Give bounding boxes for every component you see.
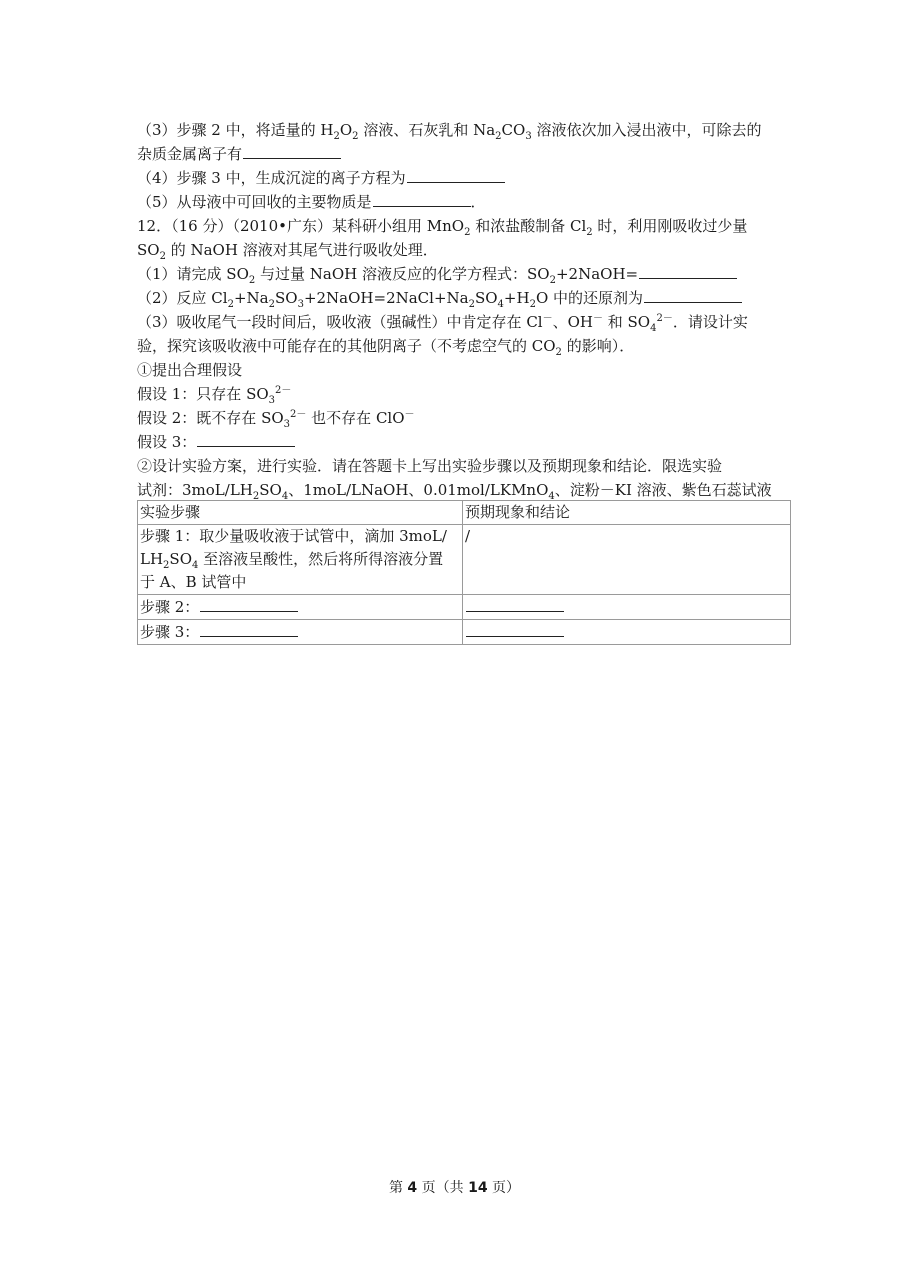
sup-script: 2－: [275, 385, 292, 396]
table-row: [138, 620, 791, 645]
line-design-b: [137, 478, 792, 502]
sub-script: 4: [192, 560, 199, 571]
experiment-table: [137, 500, 791, 645]
text-segment: 、OH: [552, 313, 593, 331]
sub-script: 2: [159, 251, 166, 262]
step-cell: [138, 620, 463, 645]
text-segment: SO: [259, 481, 282, 499]
footer-middle: 页（共: [417, 1180, 469, 1196]
result-cell-line: [465, 525, 788, 548]
result-cell-line: [465, 595, 788, 619]
step-cell-line: [140, 548, 460, 571]
text-segment: 与过量 NaOH 溶液反应的化学方程式：SO: [255, 265, 550, 283]
line-hyp2: [137, 406, 792, 430]
sup-script: 2－: [290, 409, 307, 420]
text-segment: 步骤 3：: [140, 623, 200, 641]
text-segment: 试剂：3moL/LH: [137, 481, 253, 499]
line-q12-b: [137, 238, 792, 262]
sub-script: 2: [529, 299, 536, 310]
step-cell-line: [140, 595, 460, 619]
sup-script: －: [542, 313, 553, 324]
text-segment: （1）请完成 SO: [137, 265, 249, 283]
line-q3-step2-a: [137, 118, 792, 142]
text-segment: O: [339, 121, 353, 139]
step-cell: [138, 525, 463, 595]
line-q4: [137, 166, 792, 190]
text-segment: （2）反应 Cl: [137, 289, 228, 307]
text-segment: +2NaOH=: [555, 265, 639, 283]
answer-blank[interactable]: [639, 262, 737, 279]
sub-script: 3: [283, 419, 291, 430]
text-segment: SO: [474, 289, 498, 307]
text-segment: ①提出合理假设: [137, 361, 243, 379]
line-q3-step2-b: [137, 142, 792, 166]
line-hyp-title: [137, 358, 792, 382]
footer-page-number: 4: [407, 1180, 418, 1196]
text-segment: ．: [470, 193, 486, 211]
text-segment: CO: [501, 121, 526, 139]
sub-script: 2: [555, 347, 562, 358]
table-header-steps: 实验步骤: [138, 501, 463, 525]
text-segment: 溶液依次加入浸出液中，可除去的: [531, 121, 762, 139]
result-cell: [463, 620, 791, 645]
answer-blank[interactable]: [407, 166, 505, 183]
step-cell-line: [140, 571, 460, 594]
answer-blank[interactable]: [243, 142, 341, 159]
text-segment: 的 NaOH 溶液对其尾气进行吸收处理．: [165, 241, 438, 259]
sub-script: 2: [495, 131, 502, 142]
answer-blank[interactable]: [200, 620, 298, 637]
footer-prefix: 第: [388, 1180, 408, 1196]
text-segment: 溶液、石灰乳和 Na: [358, 121, 496, 139]
text-segment: 的影响）．: [561, 337, 635, 355]
line-hyp1: [137, 382, 792, 406]
line-q12-3b: [137, 334, 792, 358]
sub-script: 2: [468, 299, 475, 310]
sub-script: 3: [525, 131, 532, 142]
answer-blank[interactable]: [200, 595, 298, 612]
text-segment: +2NaOH=2NaCl+Na: [303, 289, 469, 307]
sup-script: 2－: [656, 313, 673, 324]
text-segment: +H: [503, 289, 530, 307]
answer-blank[interactable]: [466, 620, 564, 637]
text-segment: （3）吸收尾气一段时间后，吸收液（强碱性）中肯定存在 Cl: [137, 313, 543, 331]
text-segment: O 中的还原剂为: [535, 289, 644, 307]
sub-script: 2: [163, 560, 170, 571]
page-footer: [0, 1177, 909, 1197]
text-segment: 假设 2：既不存在 SO: [137, 409, 284, 427]
step-cell: [138, 595, 463, 620]
footer-suffix: 页）: [487, 1180, 521, 1196]
table-header-row: [138, 501, 791, 525]
answer-blank[interactable]: [644, 286, 742, 303]
line-design-a: [137, 454, 792, 478]
sub-script: 2: [464, 227, 471, 238]
footer-total-pages: 14: [468, 1180, 488, 1196]
text-segment: （4）步骤 3 中，生成沉淀的离子方程为: [137, 169, 406, 187]
sub-script: 2: [268, 299, 275, 310]
text-segment: 、淀粉－KI 溶液、紫色石蕊试液: [554, 481, 772, 499]
table-row: [138, 525, 791, 595]
text-segment: +Na: [233, 289, 269, 307]
sub-script: 4: [497, 299, 504, 310]
text-segment: LH: [140, 550, 164, 568]
sup-script: －: [404, 409, 415, 420]
sub-script: 2: [549, 275, 556, 286]
text-segment: 步骤 1：取少量吸收液于试管中，滴加 3moL/: [140, 527, 447, 545]
document-body: [137, 118, 792, 502]
line-q12-2: [137, 286, 792, 310]
table-header-results: 预期现象和结论: [463, 501, 791, 525]
text-segment: 验，探究该吸收液中可能存在的其他阴离子（不考虑空气的 CO: [137, 337, 556, 355]
answer-blank[interactable]: [466, 595, 564, 612]
sub-script: 4: [281, 491, 289, 502]
sub-script: 4: [650, 323, 657, 334]
result-cell: [463, 595, 791, 620]
text-segment: 杂质金属离子有: [137, 145, 243, 163]
text-segment: /: [465, 527, 471, 545]
sub-script: 4: [548, 491, 555, 502]
line-hyp3: [137, 430, 792, 454]
sub-script: 2: [333, 131, 340, 142]
text-segment: （3）步骤 2 中，将适量的 H: [137, 121, 334, 139]
text-segment: 和 SO: [602, 313, 651, 331]
sub-script: 2: [352, 131, 359, 142]
line-q12-3a: [137, 310, 792, 334]
sub-script: 3: [268, 395, 276, 406]
sub-script: 2: [586, 227, 593, 238]
step-cell-line: [140, 525, 460, 548]
text-segment: 、1moL/LNaOH、0.01mol/LKMnO: [288, 481, 549, 499]
sup-script: －: [592, 313, 603, 324]
text-segment: ②设计实验方案，进行实验．请在答题卡上写出实验步骤以及预期现象和结论．限选实验: [137, 457, 723, 475]
text-segment: 假设 1：只存在 SO: [137, 385, 269, 403]
sub-script: 3: [297, 299, 304, 310]
step-cell-line: [140, 620, 460, 644]
sub-script: 2: [227, 299, 234, 310]
text-segment: SO: [274, 289, 298, 307]
line-q12-a: [137, 214, 792, 238]
result-cell-line: [465, 620, 788, 644]
table-row: [138, 595, 791, 620]
text-segment: 至溶液呈酸性，然后将所得溶液分置: [198, 550, 444, 568]
sub-script: 2: [248, 275, 256, 286]
text-segment: 时，利用刚吸收过少量: [592, 217, 748, 235]
text-segment: 假设 3：: [137, 433, 197, 451]
text-segment: 于 A、B 试管中: [140, 573, 247, 591]
text-segment: 也不存在 ClO: [306, 409, 405, 427]
result-cell: [463, 525, 791, 595]
text-segment: 12．（16 分）（2010•广东）某科研小组用 MnO: [137, 217, 465, 235]
answer-blank[interactable]: [373, 190, 471, 207]
text-segment: （5）从母液中可回收的主要物质是: [137, 193, 372, 211]
text-segment: SO: [169, 550, 192, 568]
text-segment: 步骤 2：: [140, 598, 200, 616]
text-segment: SO: [137, 241, 160, 259]
sub-script: 2: [252, 491, 260, 502]
text-segment: ．请设计实: [672, 313, 748, 331]
line-q12-1: [137, 262, 792, 286]
line-q5: [137, 190, 792, 214]
answer-blank[interactable]: [197, 430, 295, 447]
text-segment: 和浓盐酸制备 Cl: [470, 217, 587, 235]
